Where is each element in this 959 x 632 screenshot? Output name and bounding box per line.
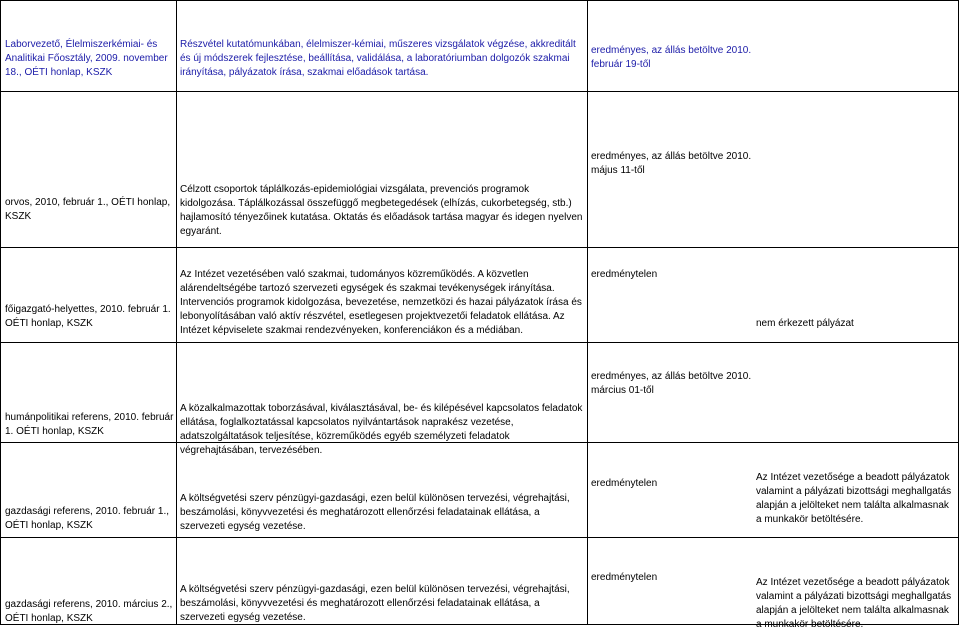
column-divider — [176, 0, 177, 625]
description-cell: Részvétel kutatómunkában, élelmiszer-kémiai, műszeres vizsgálatok végzése, akkreditált és új módszerek fejlesztése, beállítása, validálása, a laboratóriumban dolgozók szakmai irányítása, pályázatok írása, szakmai előadások tartása. — [180, 39, 576, 78]
result-cell: eredménytelen — [591, 572, 658, 583]
position-cell: gazdasági referens, 2010. február 1., OÉTI honlap, KSZK — [5, 506, 169, 531]
position-cell: főigazgató-helyettes, 2010. február 1. OÉTI honlap, KSZK — [5, 304, 171, 329]
note-cell: Az Intézet vezetősége a beadott pályázatok valamint a pályázati bizottsági meghallgatás alapján a jelölteket nem találta alkalmasnak a munkakör betöltésére. — [756, 577, 952, 630]
column-divider — [0, 0, 1, 625]
row-divider — [0, 342, 959, 343]
row-divider — [0, 537, 959, 538]
row-divider — [0, 0, 959, 1]
row-divider — [0, 247, 959, 248]
result-cell: eredményes, az állás betöltve 2010. február 19-től — [591, 45, 752, 70]
column-divider — [587, 0, 588, 625]
note-cell: Az Intézet vezetősége a beadott pályázatok valamint a pályázati bizottsági meghallgatás alapján a jelölteket nem találta alkalmasnak a munkakör betöltésére. — [756, 472, 952, 525]
result-cell: eredménytelen — [591, 478, 658, 489]
description-cell: A költségvetési szerv pénzügyi-gazdasági, ezen belül különösen tervezési, végrehajtási, beszámolási, könyvvezetési és meghatározott ellenőrzési feladatainak ellátása, a szervezeti egység vezetése. — [180, 584, 570, 623]
result-cell: eredményes, az állás betöltve 2010. május 11-től — [591, 151, 752, 176]
position-cell: humánpolitikai referens, 2010. február 1. OÉTI honlap, KSZK — [5, 412, 174, 437]
description-cell: Az Intézet vezetésében való szakmai, tudományos közreműködés. A közvetlen alárendeltségébe tartozó szervezeti egységek és szakmai tevékenységek irányítása. Intervenciós programok kidolgozása, bevezetése, nemzetközi és hazai pályázatok írása és lebonyolításában való aktív részvétel, esetlegesen projektvezetői feladatok ellátása. Az Intézet képviselete szakmai rendezvényeken, konferenciákon és a médiában. — [180, 269, 582, 336]
position-cell: orvos, 2010, február 1., OÉTI honlap, KSZK — [5, 197, 171, 222]
position-cell: Laborvezető, Élelmiszerkémiai- és Analitikai Főosztály, 2009. november 18., OÉTI honlap, KSZK — [5, 39, 168, 78]
description-cell: A költségvetési szerv pénzügyi-gazdasági, ezen belül különösen tervezési, végrehajtási, beszámolási, könyvvezetési és meghatározott ellenőrzési feladatainak ellátása, a szervezeti egység vezetése. — [180, 493, 570, 532]
result-cell: eredményes, az állás betöltve 2010. március 01-től — [591, 371, 752, 396]
note-cell: nem érkezett pályázat — [756, 318, 854, 329]
row-divider — [0, 91, 959, 92]
description-cell: Célzott csoportok táplálkozás-epidemiológiai vizsgálata, prevenciós programok kidolgozása. Táplálkozással összefüggő megbetegedések (elhízás, cukorbetegség, stb.) hajlamosító tényezőinek kutatása. Oktatás és előadások tartása magyar és idegen nyelven egyaránt. — [180, 184, 583, 237]
result-cell: eredménytelen — [591, 269, 658, 280]
position-cell: gazdasági referens, 2010. március 2., OÉTI honlap, KSZK — [5, 599, 173, 624]
description-cell: A közalkalmazottak toborzásával, kiválasztásával, be- és kilépésével kapcsolatos feladatok ellátása, foglalkoztatással kapcsolatos nyilvántartások naprakész vezetése, adatszolgáltatások teljesítése, közreműködés egyéb személyzeti feladatok végrehajtásában, tervezésében. — [180, 403, 583, 456]
